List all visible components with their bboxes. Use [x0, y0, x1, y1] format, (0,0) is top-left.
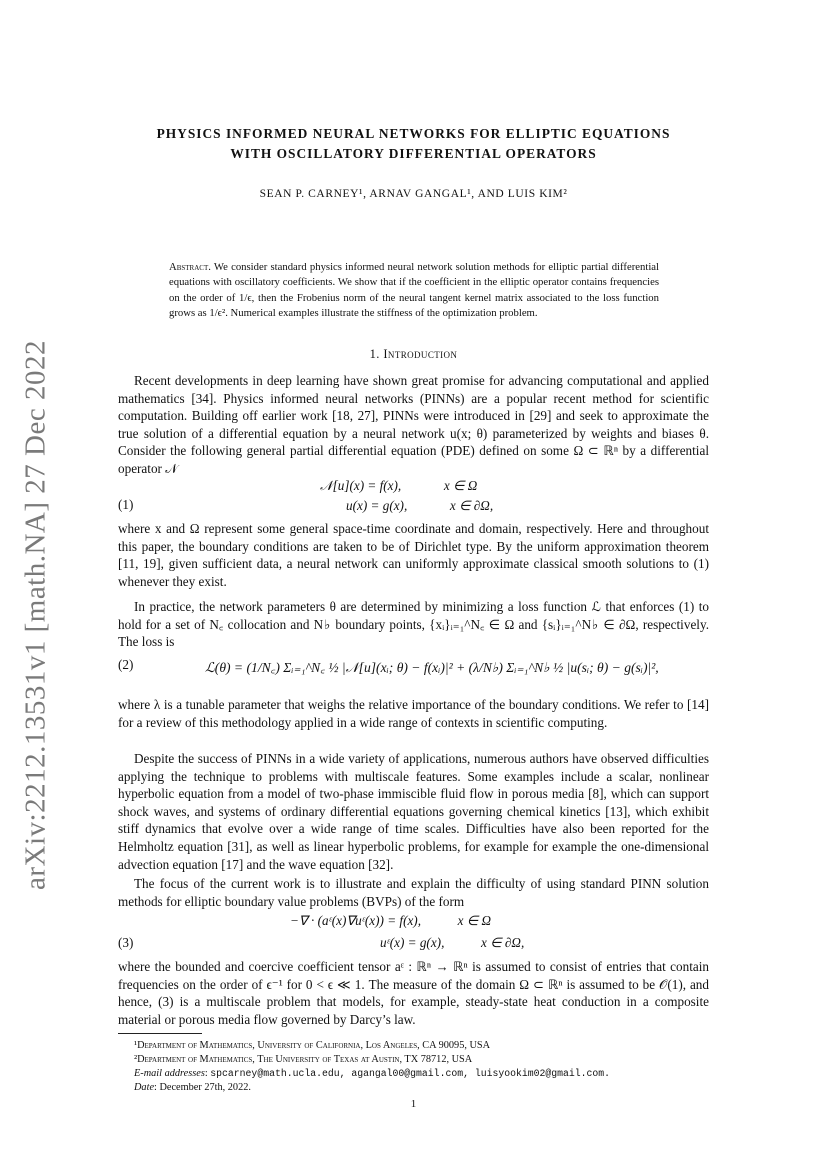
equation-1-line-2-lhs: u(x) = g(x),: [346, 498, 408, 513]
equation-3-line-2-cond: x ∈ ∂Ω,: [480, 935, 525, 950]
arxiv-stamp: [16, 340, 56, 890]
equation-3-line-2: [380, 935, 524, 951]
paragraph-7-text: where the bounded and coercive coefficient tensor aᵋ : ℝⁿ → ℝⁿ is assumed to consist of entries that contain frequencies on the order of ϵ⁻¹ for 0 < ϵ ≪ 1. The measure of the domain Ω ⊂ ℝⁿ is assumed to be 𝒪(1), and hence, (3) is a multiscale problem that models, for example, steady-state heat conduction in a composite material or porous media flow governed by Darcy’s law.: [118, 959, 709, 1027]
paragraph-2: [118, 520, 709, 590]
equation-3-line-2-lhs: uᵋ(x) = g(x),: [380, 935, 445, 950]
email-addresses: spcarney@math.ucla.edu, agangal00@gmail.com, luisyookim02@gmail.com.: [210, 1068, 611, 1079]
abstract-heading: Abstract.: [169, 261, 211, 273]
paragraph-5: [118, 750, 709, 873]
authors: SEAN P. CARNEY¹, ARNAV GANGAL¹, AND LUIS KIM²: [259, 188, 568, 200]
paragraph-4: [118, 696, 709, 731]
section-heading: 1. Introduction: [369, 347, 458, 361]
date-value: December 27th, 2022.: [159, 1082, 251, 1093]
title-line-2: WITH OSCILLATORY DIFFERENTIAL OPERATORS: [230, 146, 597, 161]
paragraph-1-text: Recent developments in deep learning have shown great promise for advancing computational and applied mathematics [34]. Physics informed neural networks (PINNs) are a popular recent method for scientific computation. Building off earlier work [18, 27], PINNs were introduced in [29] and seek to approximate the true solution of a differential equation by a neural network u(x; θ) parameterized by weights and biases θ. Consider the following general partial differential equation (PDE) defined on some Ω ⊂ ℝⁿ by a differential operator 𝒩: [118, 373, 709, 476]
equation-1-line-2: [346, 498, 493, 514]
paragraph-3-text: In practice, the network parameters θ are determined by minimizing a loss function ℒ that enforces (1) to hold for a set of N꜀ collocation and N♭ boundary points, {xᵢ}ᵢ₌₁^N꜀ ∈ Ω and {sᵢ}ᵢ₌₁^N♭ ∈ ∂Ω, respectively. The loss is: [118, 599, 709, 650]
equation-1-number: (1): [118, 497, 134, 512]
footnote-affiliation-1-text: ¹Department of Mathematics, University of California, Los Angeles, CA 90095, USA: [134, 1040, 491, 1051]
paragraph-6-text: The focus of the current work is to illustrate and explain the difficulty of using standard PINN solution methods for elliptic boundary value problems (BVPs) of the form: [118, 876, 709, 909]
paragraph-5-text: Despite the success of PINNs in a wide variety of applications, numerous authors have observed difficulties applying the technique to problems with multiscale features. Some examples include a scalar, nonlinear hyperbolic equation from a model of two-phase immiscible fluid flow in porous media [8], which can support shock waves, and systems of ordinary differential equations governing chemical kinetics [13], which exhibit stiff dynamics that evolve over a wide range of time scales. Difficulties have also been reported for the Helmholtz equation [31], as well as linear hyperbolic problems, for example for example the one-dimensional advection equation [17] and the wave equation [32].: [118, 751, 709, 872]
equation-3-line-1-cond: x ∈ Ω: [457, 913, 492, 928]
equation-2-body: ℒ(θ) = (1/N꜀) Σᵢ₌₁^N꜀ ½ |𝒩[u](xᵢ; θ) − f(xᵢ)|² + (λ/N♭) Σᵢ₌₁^N♭ ½ |u(sᵢ; θ) − g(sᵢ)|²,: [205, 660, 659, 675]
footnote-affiliation-1: [134, 1039, 714, 1053]
paragraph-7: [118, 958, 709, 1028]
equation-1-line-1-cond: x ∈ Ω: [443, 478, 478, 493]
title-line-1: PHYSICS INFORMED NEURAL NETWORKS FOR ELLIPTIC EQUATIONS: [156, 126, 671, 141]
date-label: Date: [134, 1082, 155, 1093]
footnote-affiliation-2: [134, 1053, 714, 1067]
equation-1-line-2-cond: x ∈ ∂Ω,: [449, 498, 494, 513]
footnote-date: Date: December 27th, 2022.: [134, 1082, 251, 1093]
arxiv-identifier: arXiv:2212.13531v1 [math.NA] 27 Dec 2022: [19, 340, 52, 890]
email-label: E-mail addresses: [134, 1068, 205, 1079]
paper-title: [100, 124, 727, 164]
abstract-text: We consider standard physics informed neural network solution methods for elliptic partial differential equations with oscillatory coefficients. We show that if the coefficient in the elliptic operator contains frequencies on the order of 1/ϵ, then the Frobenius norm of the neural tangent kernel matrix associated to the loss function grows as 1/ϵ². Numerical examples illustrate the stiffness of the optimization problem.: [169, 261, 659, 320]
paragraph-4-text: where λ is a tunable parameter that weighs the relative importance of the boundary conditions. We refer to [14] for a review of this methodology applied in a wide range of contexts in scientific computing.: [118, 697, 709, 730]
paragraph-1: [118, 372, 709, 478]
paragraph-2-text: where x and Ω represent some general space-time coordinate and domain, respectively. Here and throughout this paper, the boundary conditions are taken to be of Dirichlet type. By the uniform approximation theorem [11, 19], given sufficient data, a neural network can uniformly approximate classical smooth solutions to (1) whenever they exist.: [118, 521, 709, 589]
paragraph-6: [118, 875, 709, 910]
footnote-rule: [118, 1033, 202, 1034]
page-number: 1: [410, 1098, 417, 1110]
equation-3-number: (3): [118, 935, 134, 950]
footnote-affiliation-2-text: ²Department of Mathematics, The University of Texas at Austin, TX 78712, USA: [134, 1054, 473, 1065]
equation-3-line-1: [290, 913, 491, 929]
equation-3-line-1-lhs: −∇ · (aᵋ(x)∇uᵋ(x)) = f(x),: [290, 913, 421, 928]
footnote-emails: E-mail addresses: spcarney@math.ucla.edu, agangal00@gmail.com, luisyookim02@gmail.com.: [134, 1068, 611, 1079]
equation-1-line-1: [320, 478, 477, 494]
equation-2-number: (2): [118, 657, 134, 672]
abstract: [169, 260, 659, 322]
paragraph-3: [118, 598, 709, 651]
equation-1-line-1-lhs: 𝒩[u](x) = f(x),: [320, 478, 402, 493]
